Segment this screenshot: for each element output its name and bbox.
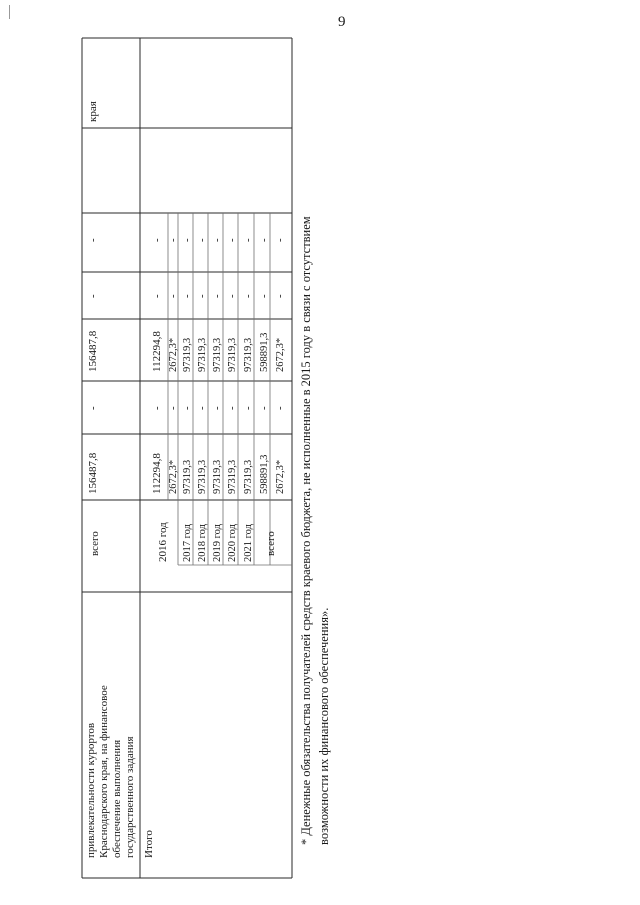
- itogo-col4-r4: -: [196, 294, 208, 298]
- itogo-col4-r1: -: [151, 294, 163, 298]
- itogo-col2-r9: -: [274, 406, 286, 410]
- itogo-col2-r7: -: [242, 406, 254, 410]
- itogo-col5-r2: -: [167, 238, 179, 242]
- itogo-col3-2019: 97319,3: [212, 337, 223, 372]
- row1-total: 156487,8: [87, 452, 99, 494]
- itogo-col3-2017: 97319,3: [182, 337, 193, 372]
- itogo-year-total: всего: [265, 531, 277, 556]
- itogo-col5-r4: -: [196, 238, 208, 242]
- itogo-col3-2016-extra: 2672,3*: [168, 337, 179, 372]
- itogo-label: Итого: [143, 830, 155, 858]
- itogo-total-2017: 97319,3: [182, 459, 193, 494]
- itogo-col3-2018: 97319,3: [197, 337, 208, 372]
- itogo-col2-r3: -: [181, 406, 193, 410]
- row1-desc-line-1: привлекательности курортов: [85, 722, 97, 858]
- row1-desc-line-2: Краснодарского края, на финансовое: [98, 685, 110, 858]
- itogo-col3-all: 598891,3: [259, 332, 270, 372]
- row1-responsible: края: [87, 101, 99, 122]
- itogo-total-2019: 97319,3: [212, 459, 223, 494]
- itogo-col4-r2: -: [167, 294, 179, 298]
- itogo-year-2017: 2017 год: [182, 524, 193, 562]
- itogo-col4-r6: -: [226, 294, 238, 298]
- itogo-col4-r8: -: [258, 294, 270, 298]
- itogo-col2-r6: -: [226, 406, 238, 410]
- itogo-col4-r5: -: [211, 294, 223, 298]
- itogo-total-2016-extra: 2672,3*: [168, 459, 179, 494]
- itogo-year-2016: 2016 год: [157, 522, 169, 562]
- itogo-year-2020: 2020 год: [227, 524, 238, 562]
- itogo-total-2016: 112294,8: [151, 453, 163, 494]
- itogo-col5-r5: -: [211, 238, 223, 242]
- itogo-year-2019: 2019 год: [212, 524, 223, 562]
- row1-col3: 156487,8: [87, 330, 99, 372]
- itogo-total-2018: 97319,3: [197, 459, 208, 494]
- itogo-col3-2020: 97319,3: [227, 337, 238, 372]
- footnote-line-1: * Денежные обязательства получателей средств краевого бюджета, не исполненные в 2015 году в связи с отсутствием: [299, 216, 313, 845]
- itogo-col5-r8: -: [258, 238, 270, 242]
- itogo-col5-r3: -: [181, 238, 193, 242]
- row1-desc-line-3: обеспечение выполнения: [111, 739, 123, 858]
- row1-col4: -: [87, 294, 99, 298]
- itogo-total-2021: 97319,3: [243, 459, 254, 494]
- itogo-col2-r1: -: [151, 406, 163, 410]
- itogo-col4-r3: -: [181, 294, 193, 298]
- itogo-col2-r4: -: [196, 406, 208, 410]
- itogo-year-2021: 2021 год: [243, 524, 254, 562]
- itogo-total-all: 598891,3: [259, 454, 270, 494]
- row1-year: всего: [89, 531, 101, 556]
- itogo-col5-r1: -: [151, 238, 163, 242]
- itogo-col2-r2: -: [167, 406, 179, 410]
- itogo-col3-2021: 97319,3: [243, 337, 254, 372]
- itogo-col3-2016: 112294,8: [151, 331, 163, 372]
- footnote-line-2: возможности их финансового обеспечения».: [317, 607, 331, 845]
- itogo-col5-r9: -: [274, 238, 286, 242]
- itogo-col4-r7: -: [242, 294, 254, 298]
- row1-col2: -: [87, 406, 99, 410]
- itogo-col3-all-extra: 2672,3*: [275, 337, 286, 372]
- itogo-col5-r7: -: [242, 238, 254, 242]
- itogo-col4-r9: -: [274, 294, 286, 298]
- page-number: 9: [338, 14, 346, 30]
- itogo-total-all-extra: 2672,3*: [275, 459, 286, 494]
- row1-desc-line-4: государственного задания: [124, 736, 136, 858]
- itogo-col5-r6: -: [226, 238, 238, 242]
- itogo-col2-r5: -: [211, 406, 223, 410]
- itogo-year-2018: 2018 год: [197, 524, 208, 562]
- itogo-col2-r8: -: [258, 406, 270, 410]
- row1-col5: -: [87, 238, 99, 242]
- itogo-total-2020: 97319,3: [227, 459, 238, 494]
